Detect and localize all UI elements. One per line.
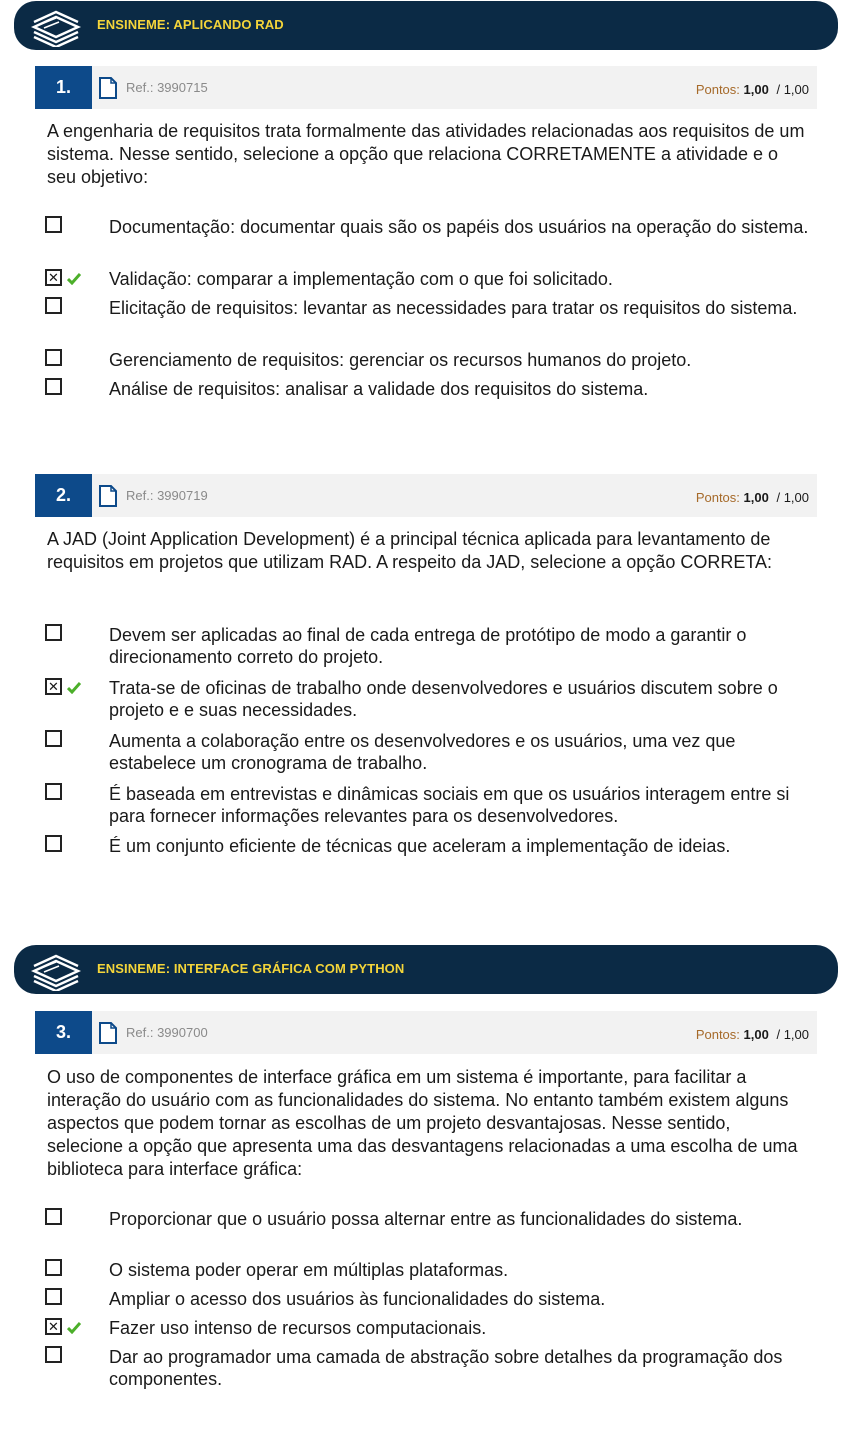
section-banner-aplicando-rad	[14, 1, 838, 50]
question-ref: Ref.: 3990715	[126, 80, 208, 95]
question-ref: Ref.: 3990719	[126, 488, 208, 503]
document-icon[interactable]	[99, 485, 117, 507]
points-value: 1,00	[743, 490, 769, 505]
section-title: ENSINEME: APLICANDO RAD	[97, 17, 284, 32]
x-mark-icon: ✕	[48, 679, 59, 694]
option-checkbox[interactable]	[45, 624, 62, 641]
option-text: Fazer uso intenso de recursos computacionais.	[109, 1318, 487, 1338]
x-mark-icon: ✕	[48, 1319, 59, 1334]
question-points	[696, 490, 809, 505]
option-checkbox[interactable]	[45, 835, 62, 852]
points-value: 1,00	[743, 1027, 769, 1042]
option-checkbox[interactable]	[45, 1259, 62, 1276]
section-banner-interface-grafica	[14, 945, 838, 994]
correct-check-icon	[67, 1322, 81, 1334]
option-text: O sistema poder operar em múltiplas plataformas.	[109, 1260, 509, 1280]
option-checkbox-checked[interactable]	[45, 1318, 62, 1335]
option-checkbox[interactable]	[45, 297, 62, 314]
question-text: A engenharia de requisitos trata formalmente das atividades relacionadas aos requisitos de um sistema. Nesse sentido, selecione a opção que relaciona CORRETAMENTE a atividade e o seu objetivo:	[47, 121, 805, 187]
question-text: O uso de componentes de interface gráfica em um sistema é importante, para facilitar a interação do usuário com as funcionalidades do sistema. No entanto também existem alguns aspectos que podem tornar as escolhas de um projeto desvantajosas. Nesse sentido, selecione a opção que apresenta uma das desvantagens relacionadas a uma escolha de uma biblioteca para interface gráfica:	[47, 1067, 798, 1179]
option-text: Ampliar o acesso dos usuários às funcionalidades do sistema.	[109, 1289, 606, 1309]
points-label: Pontos:	[695, 82, 740, 97]
option-text: Gerenciamento de requisitos: gerenciar os recursos humanos do projeto.	[109, 350, 692, 370]
document-icon[interactable]	[99, 1022, 117, 1044]
question-points	[696, 82, 809, 97]
option-text: Trata-se de oficinas de trabalho onde desenvolvedores e usuários discutem sobre o projeto e e suas necessidades.	[109, 678, 778, 720]
books-icon	[28, 949, 84, 991]
x-mark-icon: ✕	[48, 270, 59, 285]
option-checkbox-checked[interactable]	[45, 269, 62, 286]
option-text: Devem ser aplicadas ao final de cada entrega de protótipo de modo a garantir o direcionamento correto do projeto.	[109, 625, 747, 667]
question-ref: Ref.: 3990700	[126, 1025, 208, 1040]
option-checkbox[interactable]	[45, 783, 62, 800]
option-text: Proporcionar que o usuário possa alternar entre as funcionalidades do sistema.	[109, 1209, 743, 1229]
question-number: 1.	[35, 66, 92, 109]
option-text: Validação: comparar a implementação com o que foi solicitado.	[109, 269, 613, 289]
option-text: É um conjunto eficiente de técnicas que aceleram a implementação de ideias.	[109, 836, 731, 856]
points-label: Pontos:	[695, 1027, 740, 1042]
option-checkbox[interactable]	[45, 1208, 62, 1225]
option-checkbox[interactable]	[45, 730, 62, 747]
section-title: ENSINEME: INTERFACE GRÁFICA COM PYTHON	[97, 961, 405, 976]
points-label: Pontos:	[695, 490, 740, 505]
option-text: Dar ao programador uma camada de abstração sobre detalhes da programação dos componentes.	[109, 1347, 783, 1389]
option-text: Documentação: documentar quais são os papéis dos usuários na operação do sistema.	[109, 217, 809, 237]
option-checkbox[interactable]	[45, 349, 62, 366]
option-checkbox[interactable]	[45, 216, 62, 233]
points-total: / 1,00	[776, 82, 809, 97]
question-number: 3.	[35, 1011, 92, 1054]
option-checkbox[interactable]	[45, 378, 62, 395]
question-text: A JAD (Joint Application Development) é a principal técnica aplicada para levantamento de requisitos em projetos que utilizam RAD. A respeito da JAD, selecione a opção CORRETA:	[47, 529, 773, 572]
points-total: / 1,00	[776, 1027, 809, 1042]
question-header-1	[35, 66, 817, 109]
option-checkbox-checked[interactable]	[45, 678, 62, 695]
books-icon	[28, 5, 84, 47]
question-points	[696, 1027, 809, 1042]
question-header-3	[35, 1011, 817, 1054]
question-header-2	[35, 474, 817, 517]
option-text: Análise de requisitos: analisar a validade dos requisitos do sistema.	[109, 379, 649, 399]
option-text: Elicitação de requisitos: levantar as necessidades para tratar os requisitos do sistema.	[109, 298, 798, 318]
question-number: 2.	[35, 474, 92, 517]
correct-check-icon	[67, 682, 81, 694]
correct-check-icon	[67, 273, 81, 285]
option-text: É baseada em entrevistas e dinâmicas sociais em que os usuários interagem entre si para fornecer informações relevantes para os desenvolvedores.	[109, 784, 790, 826]
document-icon[interactable]	[99, 77, 117, 99]
points-total: / 1,00	[776, 490, 809, 505]
points-value: 1,00	[743, 82, 769, 97]
option-checkbox[interactable]	[45, 1346, 62, 1363]
option-checkbox[interactable]	[45, 1288, 62, 1305]
option-text: Aumenta a colaboração entre os desenvolvedores e os usuários, uma vez que estabelece um cronograma de trabalho.	[109, 731, 736, 773]
